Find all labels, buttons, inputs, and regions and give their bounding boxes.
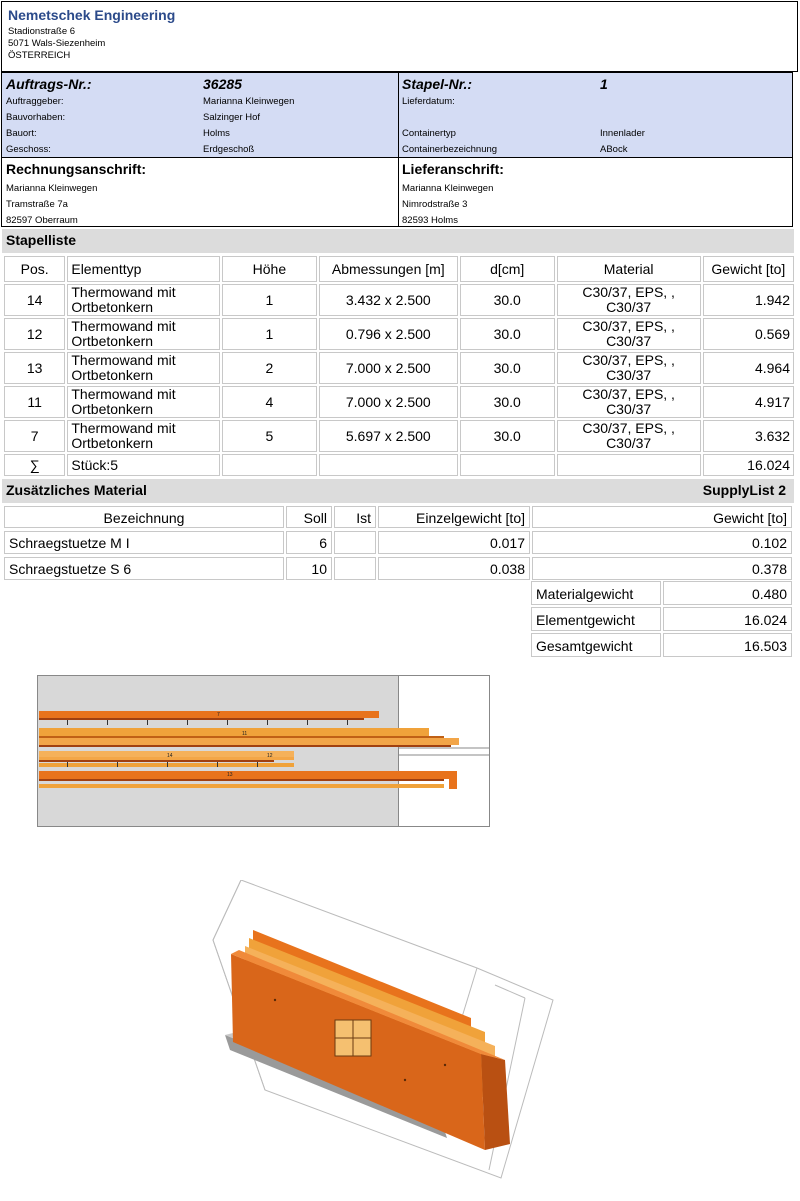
row-d: 30.0 (460, 352, 555, 384)
containerbez-label: Containerbezeichnung (402, 144, 498, 155)
element-label-11: 11 (242, 731, 248, 737)
total-value: 16.024 (663, 607, 792, 631)
col-abmessungen: Abmessungen [m] (319, 256, 458, 282)
containertyp-value: Innenlader (600, 128, 645, 139)
row-hoehe: 4 (222, 386, 317, 418)
mat-einzel: 0.038 (378, 557, 530, 580)
row-typ: Thermowand mit Ortbetonkern (67, 284, 220, 316)
mat-gew: 0.102 (532, 531, 792, 554)
stapel-label: Stapel-Nr.: (402, 76, 473, 92)
element-label-7: 7 (217, 712, 220, 718)
containertyp-label: Containertyp (402, 128, 456, 139)
table-row (4, 318, 794, 350)
row-material: C30/37, EPS, , C30/37 (557, 386, 701, 418)
auftrag-value: 36285 (203, 76, 242, 92)
delivery-title: Lieferanschrift: (402, 161, 504, 177)
mat-einzel: 0.017 (378, 531, 530, 554)
auftraggeber-label: Auftraggeber: (6, 96, 64, 107)
mat-soll: 6 (286, 531, 332, 554)
row-hoehe: 2 (222, 352, 317, 384)
element-label-14: 14 (167, 753, 173, 759)
row-material: C30/37, EPS, , C30/37 (557, 352, 701, 384)
total-label: Elementgewicht (531, 607, 661, 631)
billing-city: 82597 Oberraum (6, 215, 78, 226)
table-row (4, 284, 794, 316)
row-pos: 11 (4, 386, 65, 418)
row-gewicht: 4.964 (703, 352, 794, 384)
mat-bez: Schraegstuetze S 6 (4, 557, 284, 580)
row-gewicht: 4.917 (703, 386, 794, 418)
auftrag-label: Auftrags-Nr.: (6, 76, 92, 92)
row-d: 30.0 (460, 420, 555, 452)
order-block-left (1, 72, 399, 158)
total-value: 0.480 (663, 581, 792, 605)
row-pos: 13 (4, 352, 65, 384)
row-abm: 3.432 x 2.500 (319, 284, 458, 316)
stapelliste-title: Stapelliste (6, 232, 77, 248)
row-pos: 14 (4, 284, 65, 316)
stack-3d-drawing (205, 880, 557, 1180)
row-gewicht: 0.569 (703, 318, 794, 350)
row-hoehe: 5 (222, 420, 317, 452)
sum-symbol: ∑ (4, 454, 65, 476)
sum-weight: 16.024 (703, 454, 794, 476)
billing-street: Tramstraße 7a (6, 199, 68, 210)
element-label-13: 13 (227, 772, 233, 778)
row-pos: 7 (4, 420, 65, 452)
col-ist: Ist (334, 506, 376, 528)
delivery-name: Marianna Kleinwegen (402, 183, 494, 194)
col-soll: Soll (286, 506, 332, 528)
bauvorhaben-value: Salzinger Hof (203, 112, 261, 123)
bauort-label: Bauort: (6, 128, 37, 139)
delivery-address (398, 157, 793, 227)
total-label: Materialgewicht (531, 581, 661, 605)
row-pos: 12 (4, 318, 65, 350)
col-pos: Pos. (4, 256, 65, 282)
row-abm: 5.697 x 2.500 (319, 420, 458, 452)
col-gewicht: Gewicht [to] (703, 256, 794, 282)
geschoss-label: Geschoss: (6, 144, 51, 155)
row-typ: Thermowand mit Ortbetonkern (67, 420, 220, 452)
col-d: d[cm] (460, 256, 555, 282)
row-d: 30.0 (460, 318, 555, 350)
company-name: Nemetschek Engineering (8, 7, 176, 23)
order-block-right (398, 72, 793, 158)
row-material: C30/37, EPS, , C30/37 (557, 318, 701, 350)
row-material: C30/37, EPS, , C30/37 (557, 420, 701, 452)
sum-row (4, 454, 794, 476)
mat-gew: 0.378 (532, 557, 792, 580)
element-label-12: 12 (267, 753, 273, 759)
supply-list-label: SupplyList 2 (702, 482, 786, 498)
col-material: Material (557, 256, 701, 282)
row-gewicht: 3.632 (703, 420, 794, 452)
mat-soll: 10 (286, 557, 332, 580)
row-abm: 0.796 x 2.500 (319, 318, 458, 350)
row-hoehe: 1 (222, 284, 317, 316)
mat-bez: Schraegstuetze M I (4, 531, 284, 554)
row-typ: Thermowand mit Ortbetonkern (67, 352, 220, 384)
row-typ: Thermowand mit Ortbetonkern (67, 386, 220, 418)
col-einzelgewicht: Einzelgewicht [to] (378, 506, 530, 528)
table-row (4, 420, 794, 452)
stapel-table (2, 254, 796, 478)
row-abm: 7.000 x 2.500 (319, 386, 458, 418)
billing-name: Marianna Kleinwegen (6, 183, 98, 194)
sum-label: Stück:5 (67, 454, 220, 476)
containerbez-value: ABock (600, 144, 628, 155)
row-hoehe: 1 (222, 318, 317, 350)
delivery-street: Nimrodstraße 3 (402, 199, 468, 210)
delivery-city: 82593 Holms (402, 215, 458, 226)
row-abm: 7.000 x 2.500 (319, 352, 458, 384)
row-d: 30.0 (460, 284, 555, 316)
geschoss-value: Erdgeschoß (203, 144, 255, 155)
table-row (4, 352, 794, 384)
col-hoehe: Höhe (222, 256, 317, 282)
mat-ist (334, 557, 376, 580)
company-header (1, 1, 798, 72)
stack-plan-drawing (37, 675, 490, 827)
lieferdatum-label: Lieferdatum: (402, 96, 455, 107)
stapelliste-header (2, 229, 794, 253)
col-elementtyp: Elementtyp (67, 256, 220, 282)
row-material: C30/37, EPS, , C30/37 (557, 284, 701, 316)
mat-ist (334, 531, 376, 554)
auftraggeber-value: Marianna Kleinwegen (203, 96, 295, 107)
billing-address (1, 157, 399, 227)
company-city: 5071 Wals-Siezenheim (8, 38, 106, 49)
col-bezeichnung: Bezeichnung (4, 506, 284, 528)
material-table (4, 506, 794, 582)
table-row (4, 386, 794, 418)
company-street: Stadionstraße 6 (8, 26, 76, 37)
bauort-value: Holms (203, 128, 230, 139)
material-title: Zusätzliches Material (6, 482, 147, 498)
bauvorhaben-label: Bauvorhaben: (6, 112, 66, 123)
total-label: Gesamtgewicht (531, 633, 661, 657)
row-gewicht: 1.942 (703, 284, 794, 316)
row-typ: Thermowand mit Ortbetonkern (67, 318, 220, 350)
col-gewicht-mat: Gewicht [to] (532, 506, 792, 528)
total-value: 16.503 (663, 633, 792, 657)
stapel-value: 1 (600, 76, 608, 92)
material-header (2, 479, 794, 503)
company-country: ÖSTERREICH (8, 50, 71, 61)
totals-table (531, 581, 793, 661)
row-d: 30.0 (460, 386, 555, 418)
billing-title: Rechnungsanschrift: (6, 161, 147, 177)
